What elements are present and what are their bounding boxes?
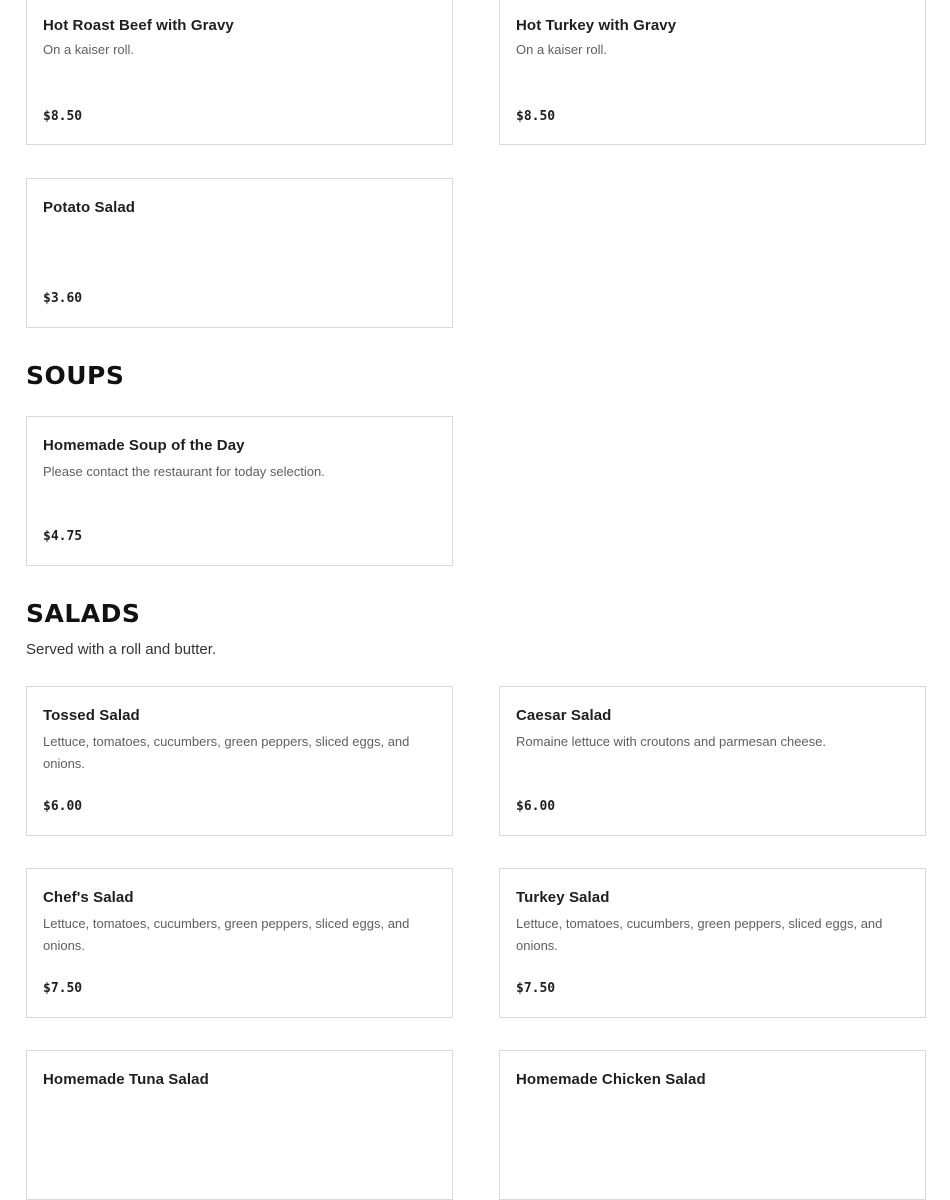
menu-item-card[interactable] <box>499 686 926 836</box>
menu-item-description: Lettuce, tomatoes, cucumbers, green peppers, sliced eggs, and onions. <box>43 916 410 953</box>
menu-item-price: $6.00 <box>43 799 83 814</box>
menu-item-price: $8.50 <box>43 109 83 124</box>
menu-item-price: $8.50 <box>516 109 556 124</box>
menu-item-card[interactable] <box>499 0 926 145</box>
menu-item-name: Potato Salad <box>43 199 136 216</box>
menu-item-description: Lettuce, tomatoes, cucumbers, green peppers, sliced eggs, and onions. <box>43 734 410 771</box>
menu-item-card[interactable] <box>26 0 453 145</box>
menu-item-description: Romaine lettuce with croutons and parmesan cheese. <box>516 734 827 749</box>
menu-item-price: $7.50 <box>43 981 83 996</box>
menu-item-name: Homemade Tuna Salad <box>43 1071 209 1088</box>
menu-item-card[interactable] <box>499 868 926 1018</box>
menu-item-card[interactable] <box>26 868 453 1018</box>
section-title-salads: SALADS <box>26 599 141 628</box>
section-description: Served with a roll and butter. <box>26 641 217 658</box>
menu-item-description: On a kaiser roll. <box>43 42 135 57</box>
menu-item-price: $6.00 <box>516 799 556 814</box>
section-title-soups: SOUPS <box>26 361 125 390</box>
menu-item-name: Hot Turkey with Gravy <box>516 17 677 34</box>
menu-item-name: Turkey Salad <box>516 889 610 906</box>
menu-item-card[interactable] <box>26 178 453 328</box>
menu-item-price: $4.75 <box>43 529 83 544</box>
menu-item-name: Caesar Salad <box>516 707 612 724</box>
menu-item-price: $7.50 <box>516 981 556 996</box>
menu-item-card[interactable] <box>26 416 453 566</box>
menu-item-card[interactable] <box>26 1050 453 1200</box>
menu-item-name: Homemade Soup of the Day <box>43 437 245 454</box>
menu-item-description: Lettuce, tomatoes, cucumbers, green peppers, sliced eggs, and onions. <box>516 916 883 953</box>
menu-item-card[interactable] <box>499 1050 926 1200</box>
menu-item-name: Homemade Chicken Salad <box>516 1071 706 1088</box>
menu-item-name: Chef's Salad <box>43 889 134 906</box>
menu-item-description: On a kaiser roll. <box>516 42 608 57</box>
menu-item-price: $3.60 <box>43 291 83 306</box>
menu-item-card[interactable] <box>26 686 453 836</box>
menu-item-description: Please contact the restaurant for today selection. <box>43 464 325 479</box>
menu-item-name: Tossed Salad <box>43 707 140 724</box>
menu-item-name: Hot Roast Beef with Gravy <box>43 17 234 34</box>
